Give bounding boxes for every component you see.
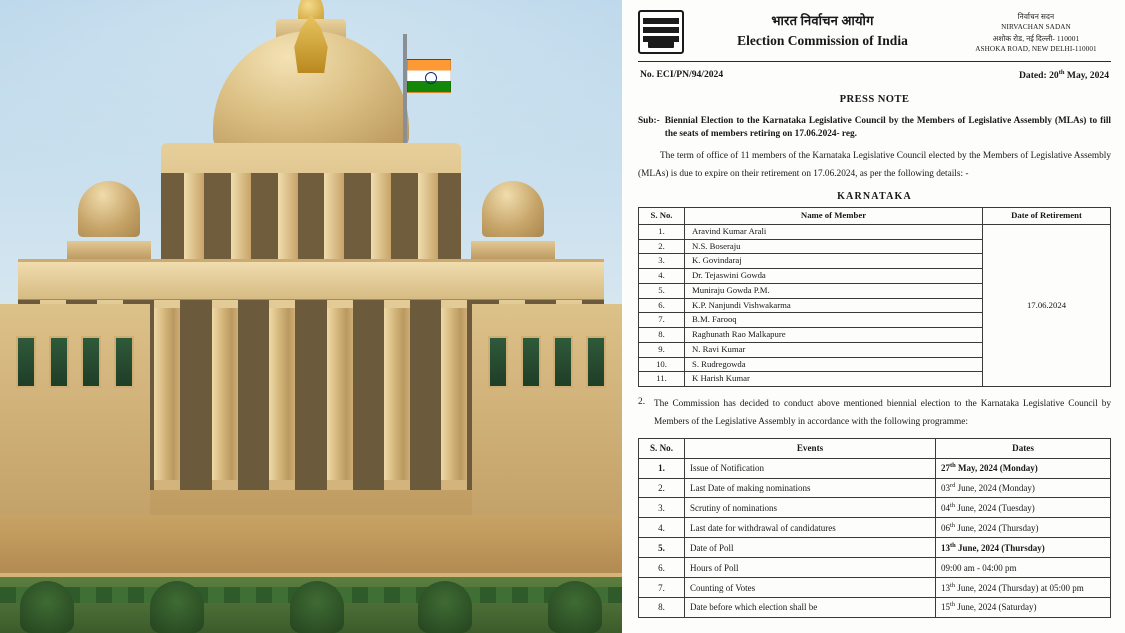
shrub [548,581,602,633]
window [586,336,606,388]
shrub [290,581,344,633]
programme-date: 15th June, 2024 (Saturday) [936,598,1111,618]
member-name: N. Ravi Kumar [685,342,983,357]
letterhead-address [961,10,1111,55]
indian-flag-icon [407,59,451,93]
window [114,336,134,388]
paragraph-2-text: The Commission has decided to conduct above mentioned biennial election to the Karnataka Legislative Council by Members of the Legislative Assembly in accordance with the following programme: [654,399,1111,427]
left-wing [0,304,150,529]
side-dome-base [67,241,151,261]
window [488,336,508,388]
window [16,336,36,388]
right-wing [472,304,622,529]
member-sno: 11. [639,372,685,387]
facade-column [154,300,180,490]
programme-event: Counting of Votes [685,578,936,598]
member-name: K Harish Kumar [685,372,983,387]
programme-event: Date before which election shall be [685,598,936,618]
table-row [639,598,1111,618]
programme-sno: 8. [639,598,685,618]
facade-column [327,300,353,490]
programme-sno: 2. [639,478,685,498]
member-name: Raghunath Rao Malkapure [685,328,983,343]
logo-band [643,27,679,33]
member-sno: 5. [639,283,685,298]
programme-sno: 3. [639,498,685,518]
member-sno: 6. [639,298,685,313]
programme-col-dates: Dates [936,439,1111,458]
english-title: Election Commission of India [737,32,908,48]
facade-column [384,300,410,490]
programme-date: 04th June, 2024 (Tuesday) [936,498,1111,518]
member-sno: 8. [639,328,685,343]
members-col-sno: S. No. [639,208,685,225]
programme-date: 09:00 am - 04:00 pm [936,558,1111,578]
table-row [639,478,1111,498]
eci-emblem-logo-icon [638,10,684,54]
document-letterhead [638,10,1111,59]
right-wing-windows [482,336,612,388]
state-heading: KARNATAKA [837,190,912,202]
member-sno: 10. [639,357,685,372]
side-domes [0,181,622,261]
table-row [639,498,1111,518]
left-wing-windows [10,336,140,388]
programme-date: 06th June, 2024 (Thursday) [936,518,1111,538]
reference-number: No. ECI/PN/94/2024 [640,68,724,80]
member-sno: 1. [639,224,685,239]
programme-table-header-row [639,439,1111,458]
facade-column [269,300,295,490]
programme-table [638,438,1111,618]
programme-event: Hours of Poll [685,558,936,578]
member-sno: 4. [639,269,685,284]
member-name: K.P. Nanjundi Vishwakarma [685,298,983,313]
programme-sno: 6. [639,558,685,578]
table-row [639,518,1111,538]
address-hindi-line1: निर्वाचन सदन [1017,12,1055,21]
programme-sno: 1. [639,458,685,478]
address-line1: NIRVACHAN SADAN [1001,23,1071,32]
members-col-name: Name of Member [685,208,983,225]
member-name: Muniraju Gowda P.M. [685,283,983,298]
logo-band [643,18,679,24]
member-name: K. Govindaraj [685,254,983,269]
document-date: Dated: 20th May, 2024 [1019,68,1109,81]
programme-sno: 4. [639,518,685,538]
member-sno: 3. [639,254,685,269]
hindi-title: भारत निर्वाचन आयोग [771,13,874,28]
programme-date: 03rd June, 2024 (Monday) [936,478,1111,498]
side-dome-base [471,241,555,261]
programme-event: Last date for withdrawal of candidatures [685,518,936,538]
shrub [20,581,74,633]
members-table [638,207,1111,387]
paragraph-1: The term of office of 11 members of the Karnataka Legislative Council elected by the Members of Legislative Assembly (MLAs) is due to expire on their retirement on 17.06.2024, as per the following details: - [638,151,1111,179]
table-row [639,558,1111,578]
programme-event: Last Date of making nominations [685,478,936,498]
programme-col-sno: S. No. [639,439,685,458]
member-sno: 2. [639,239,685,254]
press-note-document [622,0,1125,633]
table-row [639,224,1111,239]
programme-sno: 7. [639,578,685,598]
programme-date: 13th June, 2024 (Thursday) [936,538,1111,558]
table-row [639,458,1111,478]
members-table-body [639,224,1111,386]
member-sno: 9. [639,342,685,357]
member-name: B.M. Farooq [685,313,983,328]
member-name: N.S. Boseraju [685,239,983,254]
members-col-retirement: Date of Retirement [983,208,1111,225]
window [81,336,101,388]
entablature [18,262,604,302]
facade-column [212,300,238,490]
paragraph-2-number: 2. [638,397,646,408]
member-name: Dr. Tejaswini Gowda [685,269,983,284]
programme-col-events: Events [685,439,936,458]
window [49,336,69,388]
subject-block [638,115,1111,140]
programme-event: Date of Poll [685,538,936,558]
member-retirement-date: 17.06.2024 [983,224,1111,386]
subject-text: Biennial Election to the Karnataka Legislative Council by the Members of Legislative Assembly (MLAs) to fill the seats of members retiring on 17.06.2024- reg. [664,116,1111,139]
address-line2: ASHOKA ROAD, NEW DELHI-110001 [975,45,1097,54]
letterhead-titles [693,10,952,50]
press-note-heading: PRESS NOTE [839,93,910,105]
side-dome-right [482,181,544,237]
programme-event: Issue of Notification [685,458,936,478]
window [521,336,541,388]
subject-label: Sub:- [638,116,660,127]
table-row [639,578,1111,598]
letterhead-divider [638,61,1111,62]
table-row [639,538,1111,558]
member-name: Aravind Kumar Arali [685,224,983,239]
reference-line [640,69,1109,83]
programme-sno: 5. [639,538,685,558]
members-table-header-row [639,208,1111,225]
programme-event: Scrutiny of nominations [685,498,936,518]
programme-date: 27th May, 2024 (Monday) [936,458,1111,478]
member-name: S. Rudregowda [685,357,983,372]
member-sno: 7. [639,313,685,328]
programme-date: 13th June, 2024 (Thursday) at 05:00 pm [936,578,1111,598]
programme-table-body [639,458,1111,617]
shrub [418,581,472,633]
paragraph-2 [638,396,1111,431]
address-hindi-line2: अशोक रोड, नई दिल्ली- 110001 [992,33,1080,43]
side-dome-left [78,181,140,237]
logo-base [648,41,674,48]
shrub [150,581,204,633]
window [553,336,573,388]
facade-column [441,300,467,490]
